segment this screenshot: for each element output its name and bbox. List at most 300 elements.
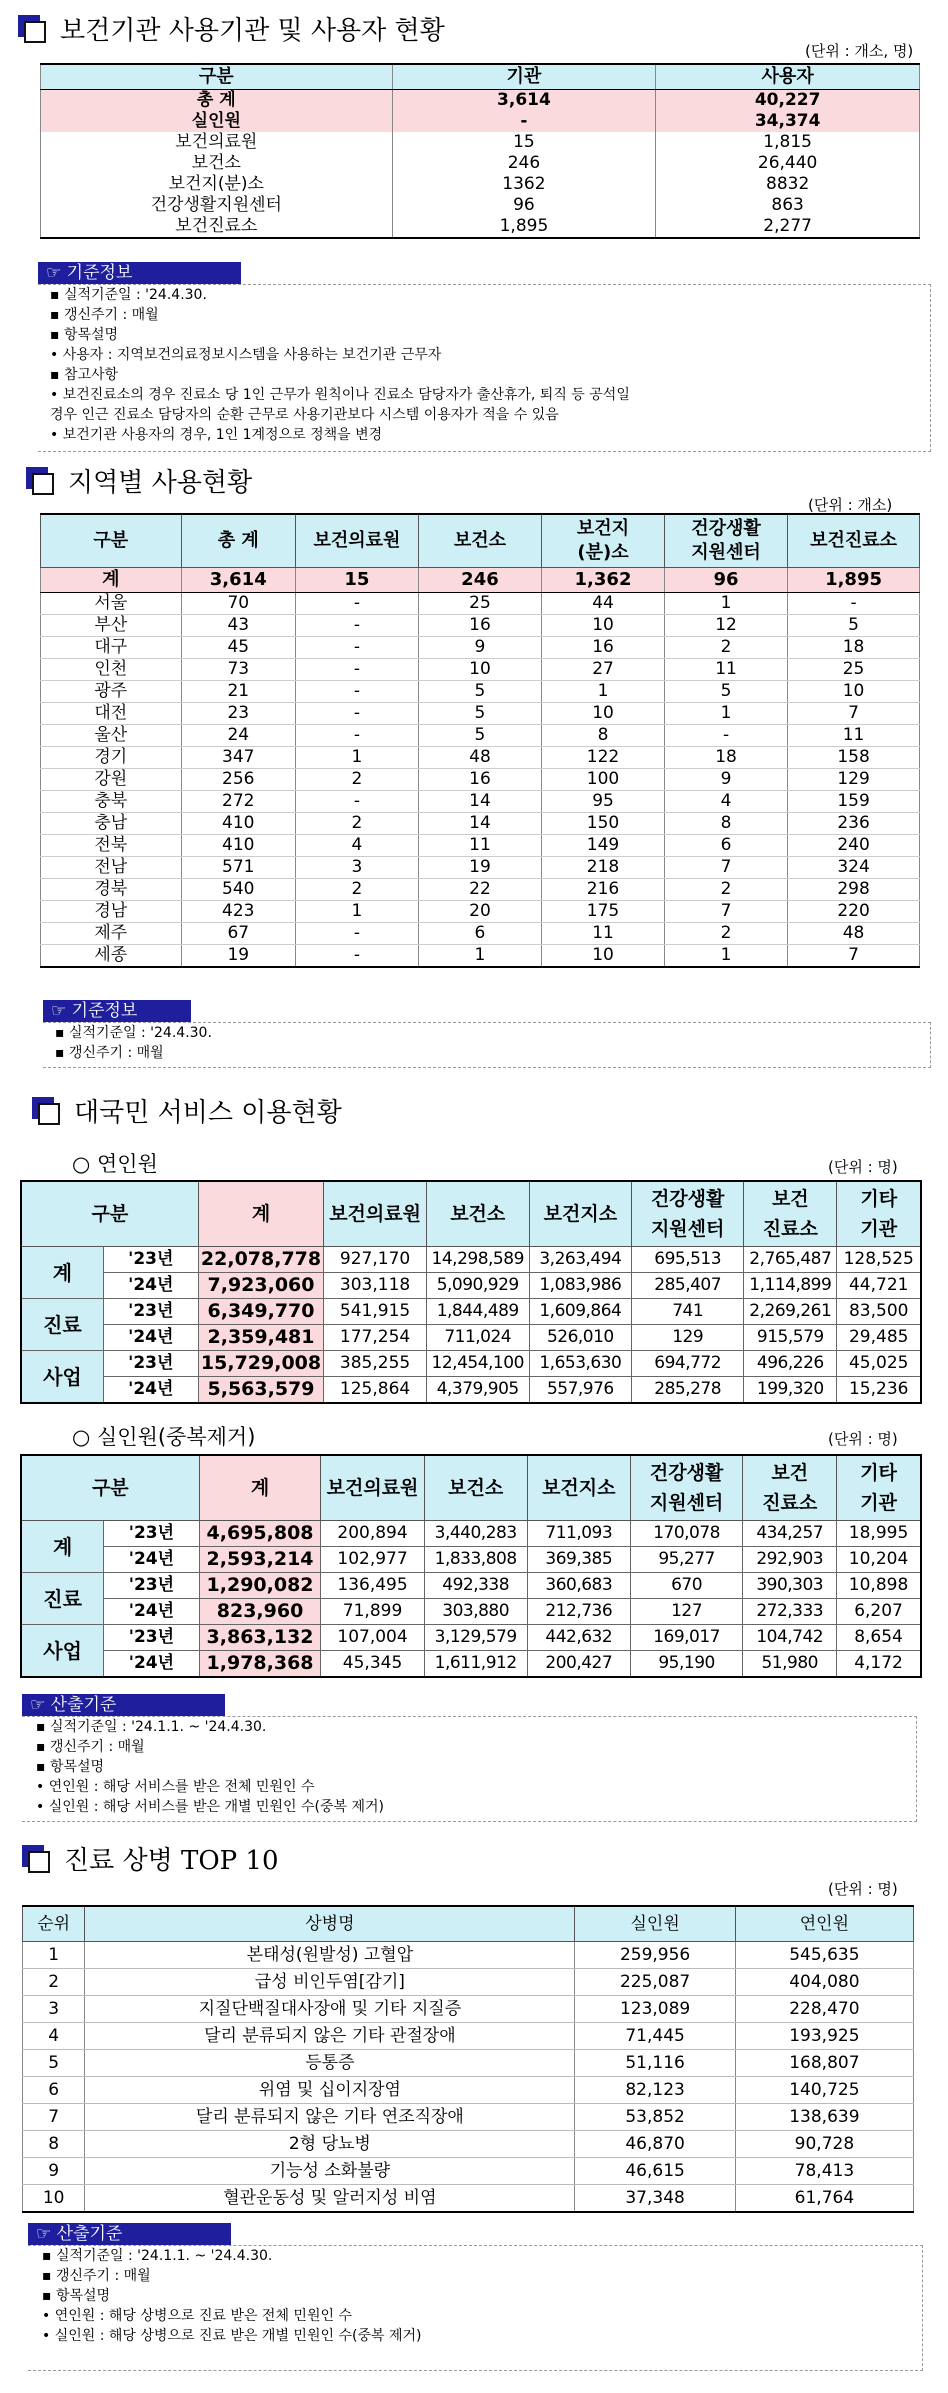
table-row <box>41 791 920 813</box>
table-cell: 대전 <box>41 703 182 725</box>
table-cell: 2 <box>665 923 788 945</box>
table-row <box>41 857 920 879</box>
table-cell: 369,385 <box>527 1547 630 1573</box>
table-cell: 4 <box>665 791 788 813</box>
table-cell: 위염 및 십이지장염 <box>85 2077 575 2104</box>
table-cell: 228,470 <box>735 1996 913 2023</box>
table-cell: 259,956 <box>575 1942 735 1969</box>
table-cell: 세종 <box>41 945 182 968</box>
table-cell: 410 <box>181 813 295 835</box>
table-cell: 25 <box>418 593 541 615</box>
note-line: • 보건기관 사용자의 경우, 1인 1계정으로 정책을 변경 <box>50 427 383 443</box>
section-title-regional: 지역별 사용현황 <box>26 462 252 499</box>
table-cell: 571 <box>181 857 295 879</box>
table-cell: 200,894 <box>321 1521 424 1547</box>
table-row <box>41 195 920 216</box>
table-cell: - <box>295 725 418 747</box>
note-line: ▪ 항목설명 <box>36 1759 105 1775</box>
table-row <box>23 2104 914 2131</box>
table-cell: 216 <box>541 879 664 901</box>
table-cell: 26,440 <box>656 153 920 174</box>
table-cell: 46,870 <box>575 2131 735 2158</box>
table-row <box>21 1351 921 1377</box>
table-cell: 45,025 <box>837 1351 921 1377</box>
table-cell: 823,960 <box>199 1599 321 1625</box>
table-cell: 경남 <box>41 901 182 923</box>
table-cell: 18 <box>788 637 920 659</box>
table-cell: 149 <box>541 835 664 857</box>
table-cell: 298 <box>788 879 920 901</box>
column-header: 기타 기관 <box>837 1181 921 1247</box>
table-cell: 177,254 <box>324 1325 427 1351</box>
table-cell: 303,880 <box>424 1599 527 1625</box>
table-cell: 51,116 <box>575 2050 735 2077</box>
note-box <box>28 2245 923 2371</box>
table-cell: 5,090,929 <box>426 1273 529 1299</box>
table-row <box>41 835 920 857</box>
table-cell: 2,277 <box>656 216 920 238</box>
table-cell: 5 <box>418 681 541 703</box>
table-cell: 95,277 <box>630 1547 743 1573</box>
table-cell: 급성 비인두염[감기] <box>85 1969 575 1996</box>
table-cell: 충북 <box>41 791 182 813</box>
table-cell: 410 <box>181 835 295 857</box>
column-header: 보건진료소 <box>788 514 920 568</box>
category-cell: 계 <box>21 1247 103 1299</box>
table-cell: 78,413 <box>735 2158 913 2185</box>
section-title-institutions: 보건기관 사용기관 및 사용자 현황 <box>18 10 445 47</box>
table-row <box>21 1273 921 1299</box>
column-header: 기관 <box>392 64 656 90</box>
table-cell: 4 <box>295 835 418 857</box>
unit-label: (단위 : 명) <box>828 1158 898 1176</box>
table-cell: 347 <box>181 747 295 769</box>
table-cell: 건강생활지원센터 <box>41 195 393 216</box>
table-cell: - <box>295 659 418 681</box>
table-cell: 1,833,808 <box>424 1547 527 1573</box>
table-cell: 3 <box>23 1996 85 2023</box>
table-cell: 계 <box>41 568 182 593</box>
table-cell: 29,485 <box>837 1325 921 1351</box>
table-row <box>23 1996 914 2023</box>
table-row <box>41 945 920 968</box>
table-cell: 8832 <box>656 174 920 195</box>
note-box <box>38 284 931 452</box>
table-cell: 15,729,008 <box>198 1351 324 1377</box>
table-cell: 16 <box>418 615 541 637</box>
table-cell: 1 <box>295 901 418 923</box>
visits-unique-table <box>20 1454 922 1678</box>
table-cell: 총 계 <box>41 90 393 112</box>
table-cell: 10 <box>541 703 664 725</box>
column-header: 보건의료원 <box>321 1455 424 1521</box>
table-cell: 16 <box>418 769 541 791</box>
table-cell: 보건소 <box>41 153 393 174</box>
table-row <box>23 2077 914 2104</box>
table-cell: 434,257 <box>743 1521 837 1547</box>
note-line: ▪ 항목설명 <box>42 2288 111 2304</box>
note-line: ▪ 갱신주기 : 매월 <box>55 1045 164 1061</box>
table-cell: 136,495 <box>321 1573 424 1599</box>
section-bullet-icon <box>18 15 46 43</box>
table-cell: 14 <box>418 791 541 813</box>
table-cell: 3,263,494 <box>529 1247 632 1273</box>
table-cell: 2,593,214 <box>199 1547 321 1573</box>
table-row <box>41 703 920 725</box>
table-cell: 272,333 <box>743 1599 837 1625</box>
table-cell: 3,129,579 <box>424 1625 527 1651</box>
unit-label: (단위 : 개소, 명) <box>805 42 914 60</box>
table-cell: 96 <box>665 568 788 593</box>
table-cell: 1,815 <box>656 132 920 153</box>
table-cell: 292,903 <box>743 1547 837 1573</box>
table-cell: 3 <box>295 857 418 879</box>
table-cell: 48 <box>418 747 541 769</box>
table-row <box>21 1651 921 1678</box>
column-header: 순위 <box>23 1906 85 1942</box>
table-cell: 보건의료원 <box>41 132 393 153</box>
table-cell: 694,772 <box>632 1351 744 1377</box>
table-cell: 225,087 <box>575 1969 735 1996</box>
table-cell: - <box>665 725 788 747</box>
table-cell: 10,204 <box>837 1547 921 1573</box>
table-cell: 1,895 <box>392 216 656 238</box>
table-cell: 6,207 <box>837 1599 921 1625</box>
column-header: 건강생활 지원센터 <box>632 1181 744 1247</box>
table-cell: 5 <box>788 615 920 637</box>
table-cell: 14 <box>418 813 541 835</box>
table-cell: 19 <box>181 945 295 968</box>
table-cell: 3,614 <box>392 90 656 112</box>
table-cell: 2,359,481 <box>198 1325 324 1351</box>
table-cell: 128,525 <box>837 1247 921 1273</box>
column-header: 기타 기관 <box>837 1455 921 1521</box>
table-cell: 2형 당뇨병 <box>85 2131 575 2158</box>
table-cell: 557,976 <box>529 1377 632 1404</box>
table-cell: 285,407 <box>632 1273 744 1299</box>
table-row <box>41 747 920 769</box>
table-cell: 1,844,489 <box>426 1299 529 1325</box>
table-cell: 4,172 <box>837 1651 921 1678</box>
note-box <box>22 1716 917 1822</box>
table-cell: 지질단백질대사장애 및 기타 지질증 <box>85 1996 575 2023</box>
column-header: 구분 <box>21 1181 198 1247</box>
table-cell: 240 <box>788 835 920 857</box>
table-cell: 1 <box>665 703 788 725</box>
table-cell: 7,923,060 <box>198 1273 324 1299</box>
column-header: 보건의료원 <box>324 1181 427 1247</box>
table-cell: 71,445 <box>575 2023 735 2050</box>
table-cell: 2 <box>295 813 418 835</box>
note-line: ▪ 실적기준일 : '24.4.30. <box>55 1025 212 1041</box>
table-cell: 1 <box>418 945 541 968</box>
table-cell: 158 <box>788 747 920 769</box>
table-cell: - <box>295 637 418 659</box>
table-cell: 1,290,082 <box>199 1573 321 1599</box>
table-cell: 96 <box>392 195 656 216</box>
note-line: ▪ 실적기준일 : '24.1.1. ~ '24.4.30. <box>42 2248 273 2264</box>
table-row <box>21 1573 921 1599</box>
table-cell: 경기 <box>41 747 182 769</box>
table-cell: 1 <box>665 593 788 615</box>
section-title-top10: 진료 상병 TOP 10 <box>22 1840 279 1877</box>
column-header: 사용자 <box>656 64 920 90</box>
column-header: 구분 <box>41 64 393 90</box>
table-cell: 212,736 <box>527 1599 630 1625</box>
note-line: ▪ 참고사항 <box>50 367 119 383</box>
table-cell: 915,579 <box>744 1325 837 1351</box>
table-row <box>41 216 920 238</box>
header-row <box>23 1906 914 1942</box>
table-cell: 7 <box>23 2104 85 2131</box>
table-cell: 대구 <box>41 637 182 659</box>
column-header: 보건 진료소 <box>743 1455 837 1521</box>
table-cell: 44,721 <box>837 1273 921 1299</box>
table-row <box>23 2023 914 2050</box>
table-cell: - <box>295 703 418 725</box>
table-row <box>41 132 920 153</box>
table-row <box>21 1299 921 1325</box>
table-cell: 10,898 <box>837 1573 921 1599</box>
table-cell: '23년 <box>104 1573 199 1599</box>
table-cell: 127 <box>630 1599 743 1625</box>
section-bullet-icon <box>32 1097 60 1125</box>
note-line: ▪ 갱신주기 : 매월 <box>42 2268 151 2284</box>
table-cell: '23년 <box>103 1247 198 1273</box>
table-cell: 23 <box>181 703 295 725</box>
table-cell: 285,278 <box>632 1377 744 1404</box>
table-cell: 부산 <box>41 615 182 637</box>
note-line: 경우 인근 진료소 담당자의 순환 근무로 사용기관보다 시스템 이용자가 적을 수 있음 <box>50 407 559 423</box>
table-cell: 충남 <box>41 813 182 835</box>
table-cell: 10 <box>788 681 920 703</box>
table-cell: '24년 <box>104 1599 199 1625</box>
table-cell: 53,852 <box>575 2104 735 2131</box>
table-cell: 2 <box>295 879 418 901</box>
column-header: 건강생활 지원센터 <box>630 1455 743 1521</box>
table-cell: 광주 <box>41 681 182 703</box>
table-cell: 보건지(분)소 <box>41 174 393 195</box>
table-cell: 40,227 <box>656 90 920 112</box>
table-cell: 5 <box>23 2050 85 2077</box>
table-cell: 9 <box>23 2158 85 2185</box>
table-cell: '24년 <box>103 1377 198 1404</box>
table-cell: 44 <box>541 593 664 615</box>
table-cell: 45 <box>181 637 295 659</box>
table-cell: 15,236 <box>837 1377 921 1404</box>
table-cell: 442,632 <box>527 1625 630 1651</box>
table-cell: 10 <box>541 615 664 637</box>
table-cell: '23년 <box>104 1625 199 1651</box>
note-header: ☞ 산출기준 <box>22 1694 225 1716</box>
table-cell: 199,320 <box>744 1377 837 1404</box>
column-header: 구분 <box>41 514 182 568</box>
table-cell: 10 <box>418 659 541 681</box>
table-cell: 246 <box>418 568 541 593</box>
table-cell: 423 <box>181 901 295 923</box>
table-cell: 390,303 <box>743 1573 837 1599</box>
table-row <box>21 1599 921 1625</box>
table-cell: 71,899 <box>321 1599 424 1625</box>
table-cell: 16 <box>541 637 664 659</box>
table-cell: 1,611,912 <box>424 1651 527 1678</box>
column-header: 계 <box>198 1181 324 1247</box>
table-cell: 492,338 <box>424 1573 527 1599</box>
table-cell: 1 <box>23 1942 85 1969</box>
table-row <box>41 593 920 615</box>
table-cell: 9 <box>418 637 541 659</box>
column-header: 건강생활 지원센터 <box>665 514 788 568</box>
section-title-public-service: 대국민 서비스 이용현황 <box>32 1092 342 1129</box>
note-header: ☞ 기준정보 <box>43 1000 191 1022</box>
table-row <box>41 879 920 901</box>
header-row <box>21 1455 921 1521</box>
table-cell: '24년 <box>104 1547 199 1573</box>
column-header: 실인원 <box>575 1906 735 1942</box>
table-cell: 324 <box>788 857 920 879</box>
table-cell: 4 <box>23 2023 85 2050</box>
table-cell: 1 <box>295 747 418 769</box>
column-header: 보건지 (분)소 <box>541 514 664 568</box>
table-cell: 실인원 <box>41 111 393 132</box>
top10-disease-table <box>22 1905 914 2213</box>
table-cell: 129 <box>632 1325 744 1351</box>
table-cell: 12,454,100 <box>426 1351 529 1377</box>
table-cell: 본태성(원발성) 고혈압 <box>85 1942 575 1969</box>
table-cell: 193,925 <box>735 2023 913 2050</box>
table-cell: 43 <box>181 615 295 637</box>
table-cell: 1,083,986 <box>529 1273 632 1299</box>
total-row <box>41 568 920 593</box>
column-header: 연인원 <box>735 1906 913 1942</box>
table-row <box>21 1325 921 1351</box>
table-cell: 2,269,261 <box>744 1299 837 1325</box>
table-cell: 175 <box>541 901 664 923</box>
table-cell: 73 <box>181 659 295 681</box>
table-cell: 34,374 <box>656 111 920 132</box>
table-cell: 46,615 <box>575 2158 735 2185</box>
table-row <box>21 1547 921 1573</box>
table-cell: 전북 <box>41 835 182 857</box>
table-cell: 541,915 <box>324 1299 427 1325</box>
table-cell: - <box>295 615 418 637</box>
section-bullet-icon <box>26 467 54 495</box>
table-cell: 129 <box>788 769 920 791</box>
column-header: 보건소 <box>418 514 541 568</box>
table-cell: 12 <box>665 615 788 637</box>
note-box <box>43 1022 931 1068</box>
table-cell: - <box>295 945 418 968</box>
table-cell: 1,653,630 <box>529 1351 632 1377</box>
table-cell: 540 <box>181 879 295 901</box>
table-cell: 25 <box>788 659 920 681</box>
column-header: 총 계 <box>181 514 295 568</box>
table-cell: 496,226 <box>744 1351 837 1377</box>
table-row <box>41 174 920 195</box>
table-cell: 67 <box>181 923 295 945</box>
note-line: • 보건진료소의 경우 진료소 당 1인 근무가 원칙이나 진료소 담당자가 출산휴가, 퇴직 등 공석일 <box>50 387 630 403</box>
note-header: ☞ 산출기준 <box>28 2223 231 2245</box>
table-cell: 1,978,368 <box>199 1651 321 1678</box>
column-header: 보건지소 <box>527 1455 630 1521</box>
table-cell: - <box>788 593 920 615</box>
table-row <box>21 1521 921 1547</box>
table-cell: '23년 <box>104 1521 199 1547</box>
table-cell: 혈관운동성 및 알러지성 비염 <box>85 2185 575 2213</box>
section-bullet-icon <box>22 1845 50 1873</box>
table-cell: 95 <box>541 791 664 813</box>
table-cell: 2 <box>665 879 788 901</box>
table-row <box>41 813 920 835</box>
table-row <box>41 725 920 747</box>
table-cell: 4,695,808 <box>199 1521 321 1547</box>
note-line: ▪ 갱신주기 : 매월 <box>36 1739 145 1755</box>
table-cell: 14,298,589 <box>426 1247 529 1273</box>
table-cell: 보건진료소 <box>41 216 393 238</box>
table-cell: - <box>295 681 418 703</box>
table-cell: 236 <box>788 813 920 835</box>
table-cell: 170,078 <box>630 1521 743 1547</box>
table-cell: 8 <box>665 813 788 835</box>
table-cell: 272 <box>181 791 295 813</box>
table-cell: 2,765,487 <box>744 1247 837 1273</box>
note-line: • 연인원 : 해당 서비스를 받은 전체 민원인 수 <box>36 1779 315 1795</box>
table-cell: 11 <box>788 725 920 747</box>
visits-total-table <box>20 1180 922 1404</box>
table-cell: 5,563,579 <box>198 1377 324 1404</box>
table-cell: 9 <box>665 769 788 791</box>
subtitle-unique-visits: ○ 실인원(중복제거) <box>72 1425 256 1449</box>
table-cell: '24년 <box>103 1325 198 1351</box>
table-cell: 100 <box>541 769 664 791</box>
column-header: 보건지소 <box>529 1181 632 1247</box>
table-row <box>41 615 920 637</box>
table-cell: 1 <box>665 945 788 968</box>
table-cell: 5 <box>418 725 541 747</box>
table-cell: 102,977 <box>321 1547 424 1573</box>
table-cell: 7 <box>665 857 788 879</box>
table-cell: '23년 <box>103 1351 198 1377</box>
table-cell: 741 <box>632 1299 744 1325</box>
table-cell: 19 <box>418 857 541 879</box>
table-cell: 전남 <box>41 857 182 879</box>
table-cell: 51,980 <box>743 1651 837 1678</box>
table-row <box>41 111 920 132</box>
table-row <box>21 1377 921 1404</box>
table-cell: 1 <box>541 681 664 703</box>
note-header: ☞ 기준정보 <box>38 262 241 284</box>
table-cell: 1362 <box>392 174 656 195</box>
table-cell: 140,725 <box>735 2077 913 2104</box>
table-cell: 8,654 <box>837 1625 921 1651</box>
note-line: • 실인원 : 해당 상병으로 진료 받은 개별 민원인 수(중복 제거) <box>42 2328 422 2344</box>
table-cell: 7 <box>788 945 920 968</box>
table-cell: 385,255 <box>324 1351 427 1377</box>
table-cell: 10 <box>23 2185 85 2213</box>
column-header: 보건소 <box>424 1455 527 1521</box>
note-line: ▪ 실적기준일 : '24.4.30. <box>50 287 207 303</box>
table-cell: 울산 <box>41 725 182 747</box>
table-row <box>41 659 920 681</box>
regional-usage-table <box>40 513 920 968</box>
table-cell: 1,362 <box>541 568 664 593</box>
table-cell: 670 <box>630 1573 743 1599</box>
category-cell: 진료 <box>21 1573 104 1625</box>
header-row <box>21 1181 921 1247</box>
table-cell: 22 <box>418 879 541 901</box>
table-cell: 2 <box>295 769 418 791</box>
table-row <box>41 90 920 112</box>
